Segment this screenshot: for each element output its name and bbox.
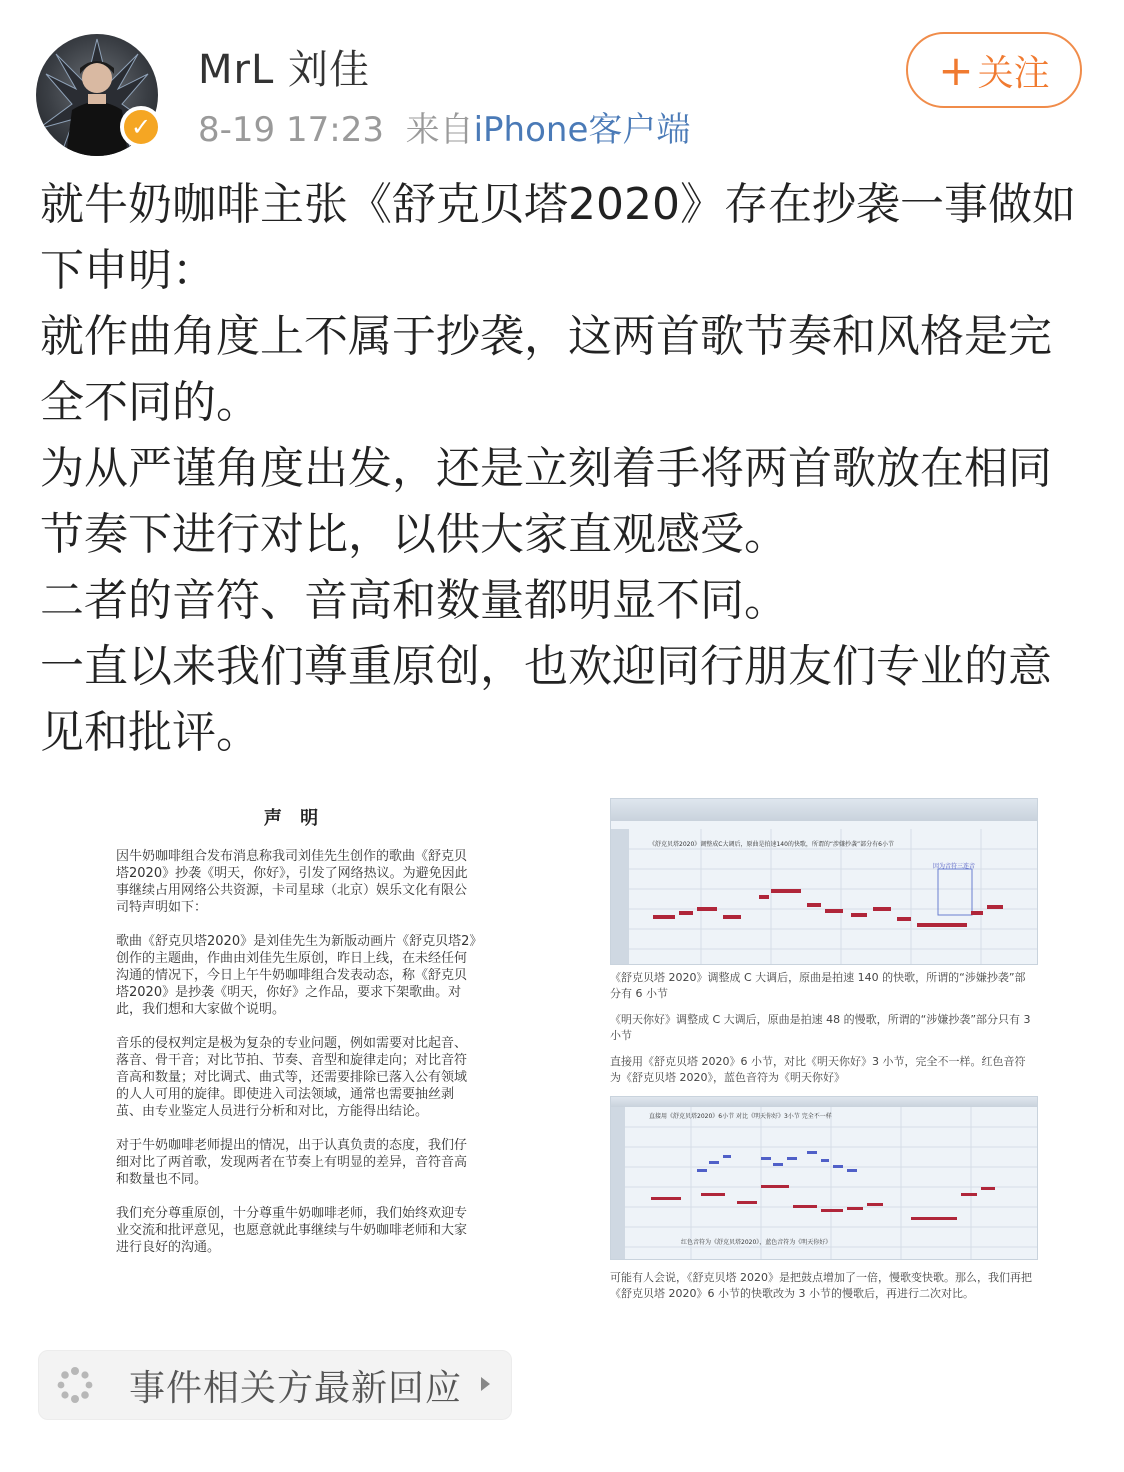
post-paragraph: 一直以来我们尊重原创，也欢迎同行朋友们专业的意见和批评。: [40, 641, 1052, 758]
piano-roll-panel-2: [610, 1096, 1038, 1260]
username[interactable]: MrL 刘佳: [198, 47, 370, 93]
post-paragraph: 二者的音符、音高和数量都明显不同。: [40, 575, 788, 626]
plus-icon: +: [938, 45, 974, 95]
panel1-caption: 《舒克贝塔2020》调整成C大调后，原曲是拍速140的快歌，所谓的“涉嫌抄袭”部分有6小节: [649, 841, 894, 848]
source-prefix: 来自: [405, 110, 474, 150]
post-paragraph: 就作曲角度上不属于抄袭，这两首歌节奏和风格是完全不同的。: [40, 311, 1052, 428]
chevron-right-icon: [479, 1373, 493, 1395]
comparison-caption-1: [610, 970, 1036, 1096]
related-response-label: 事件相关方最新回应: [129, 1367, 463, 1409]
post-paragraph: 就牛奶咖啡主张《舒克贝塔2020》存在抄袭一事做如下申明：: [40, 179, 1076, 296]
spinner-icon: [55, 1365, 95, 1405]
statement-title: 声 明: [263, 808, 325, 829]
statement-body: [116, 848, 476, 1273]
post-time: 8-19 17:23: [198, 110, 384, 150]
follow-button[interactable]: [906, 32, 1082, 108]
comparison-image[interactable]: [608, 798, 1038, 1318]
caption-line: 《明天你好》调整成 C 大调后，原曲是拍速 48 的慢歌，所谓的“涉嫌抄袭”部分只有 3 小节: [610, 1013, 1031, 1042]
related-response-link[interactable]: [38, 1350, 512, 1420]
caption-line: 《舒克贝塔 2020》调整成 C 大调后，原曲是拍速 140 的快歌，所谓的“涉嫌抄袭”部分有 6 小节: [610, 971, 1026, 1000]
piano-roll-panel-1: [610, 798, 1038, 965]
statement-paragraph: 音乐的侵权判定是极为复杂的专业问题，例如需要对比起音、落音、骨干音；对比节拍、节奏、音型和旋律走向；对比音符音高和数量；对比调式、曲式等，还需要排除已落入公有领域的人人可用的旋律。即使进入司法领域，通常也需要抽丝剥茧、由专业鉴定人员进行分析和对比，方能得出结论。: [116, 1036, 468, 1119]
post-text: [40, 172, 1090, 766]
statement-paragraph: 对于牛奶咖啡老师提出的情况，出于认真负责的态度，我们仔细对比了两首歌，发现两者在节奏上有明显的差异，音符音高和数量也不同。: [116, 1138, 468, 1187]
verified-badge-icon: ✓: [120, 106, 162, 148]
statement-image[interactable]: [84, 774, 504, 1314]
statement-paragraph: 因牛奶咖啡组合发布消息称我司刘佳先生创作的歌曲《舒克贝塔2020》抄袭《明天，你好》，引发了网络热议。为避免因此事继续占用网络公共资源，卡司星球（北京）娱乐文化有限公司特声明如下：: [116, 849, 468, 915]
statement-paragraph: 歌曲《舒克贝塔2020》是刘佳先生为新版动画片《舒克贝塔2》创作的主题曲，作曲由刘佳先生原创，昨日上线，在未经任何沟通的情况下，今日上午牛奶咖啡组合发表动态，称《舒克贝塔2020》是抄袭《明天，你好》之作品，要求下架歌曲。对此，我们想和大家做个说明。: [116, 934, 476, 1017]
post-paragraph: 为从严谨角度出发，还是立刻着手将两首歌放在相同节奏下进行对比，以供大家直观感受。: [40, 443, 1052, 560]
caption-line: 直接用《舒克贝塔 2020》6 小节，对比《明天你好》3 小节，完全不一样。红色音符为《舒克贝塔 2020》，蓝色音符为《明天你好》: [610, 1055, 1026, 1084]
statement-paragraph: 我们充分尊重原创，十分尊重牛奶咖啡老师，我们始终欢迎专业交流和批评意见，也愿意就此事继续与牛奶咖啡老师和大家进行良好的沟通。: [116, 1206, 468, 1255]
panel1-tag: 因为音符三连音: [933, 863, 976, 870]
client-link[interactable]: iPhone客户端: [473, 110, 691, 150]
comparison-caption-2: 可能有人会说，《舒克贝塔 2020》是把鼓点增加了一倍，慢歌变快歌。那么，我们再把《舒克贝塔 2020》6 小节的快歌改为 3 小节的慢歌后，再进行二次对比。: [610, 1271, 1032, 1300]
panel2-legend: 红色音符为《舒克贝塔2020》，蓝色音符为《明天你好》: [681, 1239, 832, 1246]
post-meta: [198, 102, 690, 151]
follow-label: 关注: [977, 52, 1050, 94]
panel2-caption: 直接用《舒克贝塔2020》6小节 对比《明天你好》3小节 完全不一样: [649, 1113, 832, 1120]
